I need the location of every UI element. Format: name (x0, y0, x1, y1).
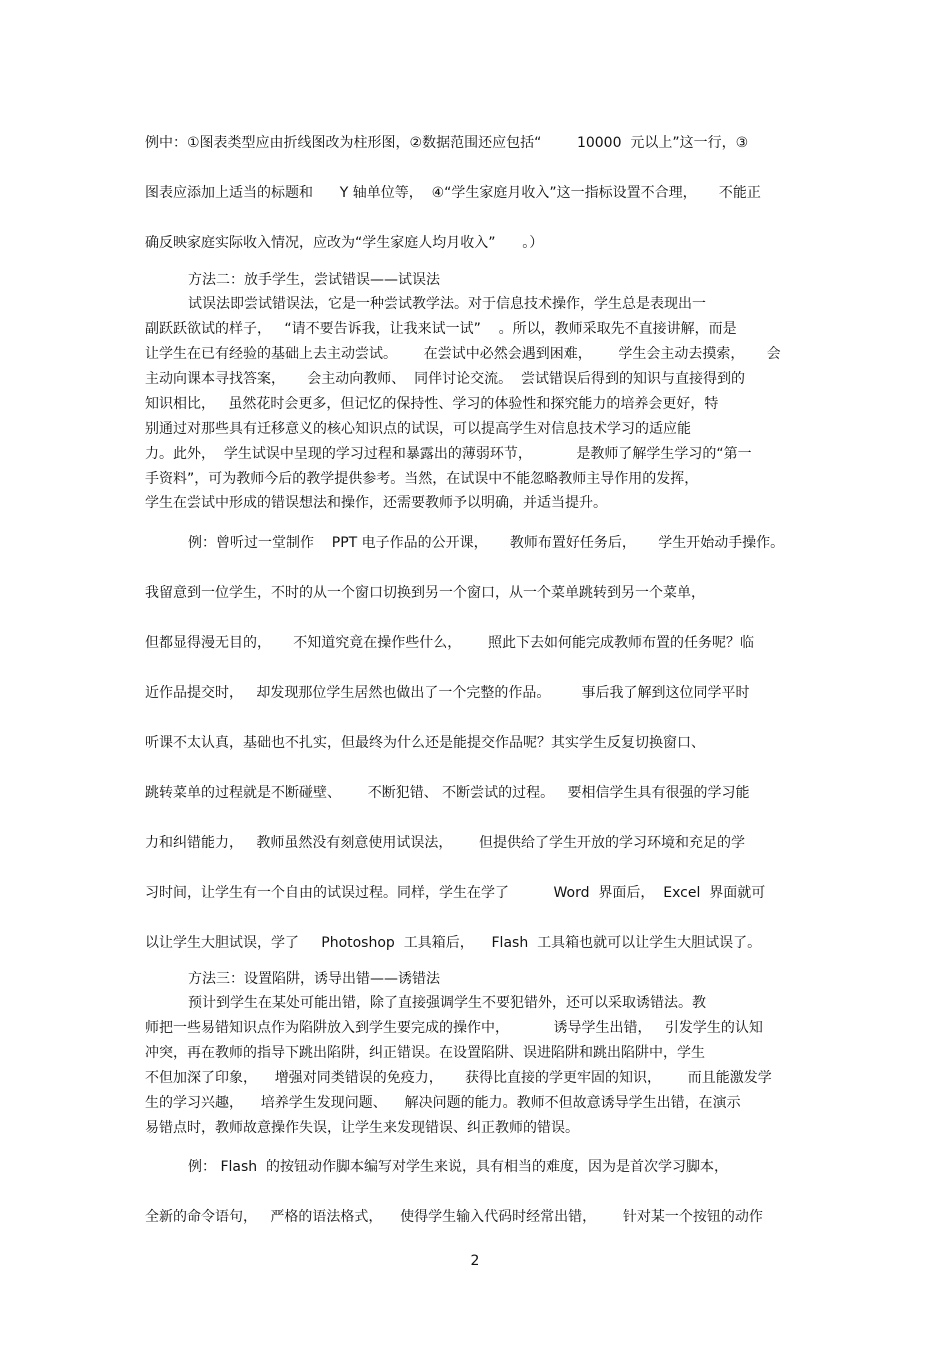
text-line-24: 预计到学生在某处可能出错，除了直接强调学生不要犯错外，还可以采取诱错法。教 (188, 995, 706, 1011)
text-line-6: 副跃跃欲试的样子， “请不要告诉我，让我来试一试” 。所以，教师采取先不直接讲解，而是 (145, 321, 737, 337)
text-line-28: 生的学习兴趣， 培养学生发现问题、 解决问题的能力。教师不但故意诱导学生出错，在演示 (145, 1095, 741, 1111)
text-line-11: 力。此外， 学生试误中呈现的学习过程和暴露出的薄弱环节， 是教师了解学生学习的“第一 (145, 446, 752, 462)
page-number: 2 (470, 1253, 480, 1269)
section-heading-method-2: 方法二：放手学生，尝试错误——试误法 (188, 272, 440, 288)
text-line-2: 图表应添加上适当的标题和 Y 轴单位等， ④“学生家庭月收入”这一指标设置不合理， 不能正 (145, 185, 761, 201)
example-line-6: 跳转菜单的过程就是不断碰壁、 不断犯错、 不断尝试的过程。 要相信学生具有很强的学习能 (145, 785, 750, 801)
example-2-line-2: 全新的命令语句， 严格的语法格式， 使得学生输入代码时经常出错， 针对某一个按钮的动作 (145, 1209, 763, 1225)
text-line-13: 学生在尝试中形成的错误想法和操作，还需要教师予以明确，并适当提升。 (145, 495, 607, 511)
text-line-9: 知识相比， 虽然花时会更多，但记忆的保持性、学习的体验性和探究能力的培养会更好，特 (145, 396, 719, 412)
example-line-7: 力和纠错能力， 教师虽然没有刻意使用试误法， 但提供给了学生开放的学习环境和充足的学 (145, 835, 746, 851)
example-2-line-1: 例： Flash 的按钮动作脚本编写对学生来说，具有相当的难度，因为是首次学习脚本， (188, 1159, 729, 1175)
text-line-29: 易错点时，教师故意操作失误，让学生来发现错误、纠正教师的错误。 (145, 1120, 579, 1136)
example-line-3: 但都显得漫无目的， 不知道究竟在操作些什么， 照此下去如何能完成教师布置的任务呢？临 (145, 635, 754, 651)
text-line-27: 不但加深了印象， 增强对同类错误的免疫力， 获得比直接的学更牢固的知识， 而且能激发学 (145, 1070, 772, 1086)
example-line-2: 我留意到一位学生，不时的从一个窗口切换到另一个窗口，从一个菜单跳转到另一个菜单， (145, 585, 705, 601)
section-heading-method-3: 方法三：设置陷阱，诱导出错——诱错法 (188, 971, 440, 987)
text-line-1: 例中：①图表类型应由折线图改为柱形图，②数据范围还应包括“ 10000 元以上”这一行，③ (145, 135, 749, 151)
text-line-12: 手资料”，可为教师今后的教学提供参考。当然，在试误中不能忽略教师主导作用的发挥， (145, 471, 699, 487)
text-line-10: 别通过对那些具有迁移意义的核心知识点的试误，可以提高学生对信息技术学习的适应能 (145, 421, 691, 437)
example-line-9: 以让学生大胆试误，学了 Photoshop 工具箱后， Flash 工具箱也就可以让学生大胆试误了。 (145, 935, 762, 951)
text-line-25: 师把一些易错知识点作为陷阱放入到学生要完成的操作中， 诱导学生出错， 引发学生的认知 (145, 1020, 763, 1036)
text-line-7: 让学生在已有经验的基础上去主动尝试。 在尝试中必然会遇到困难， 学生会主动去摸索， 会 (145, 346, 781, 362)
example-line-1: 例：曾听过一堂制作 PPT 电子作品的公开课， 教师布置好任务后， 学生开始动手操作。 (188, 535, 785, 551)
text-line-5: 试误法即尝试错误法，它是一种尝试教学法。对于信息技术操作，学生总是表现出一 (188, 296, 706, 312)
text-line-8: 主动向课本寻找答案， 会主动向教师、 同伴讨论交流。 尝试错误后得到的知识与直接得到的 (145, 371, 746, 387)
example-line-5: 听课不太认真，基础也不扎实，但最终为什么还是能提交作品呢？其实学生反复切换窗口、 (145, 735, 705, 751)
text-line-3: 确反映家庭实际收入情况，应改为“学生家庭人均月收入” 。） (145, 235, 544, 251)
example-line-4: 近作品提交时， 却发现那位学生居然也做出了一个完整的作品。 事后我了解到这位同学平时 (145, 685, 750, 701)
example-line-8: 习时间，让学生有一个自由的试误过程。同样，学生在学了 Word 界面后， Excel 界面就可 (145, 885, 766, 901)
text-line-26: 冲突，再在教师的指导下跳出陷阱，纠正错误。在设置陷阱、误进陷阱和跳出陷阱中，学生 (145, 1045, 705, 1061)
